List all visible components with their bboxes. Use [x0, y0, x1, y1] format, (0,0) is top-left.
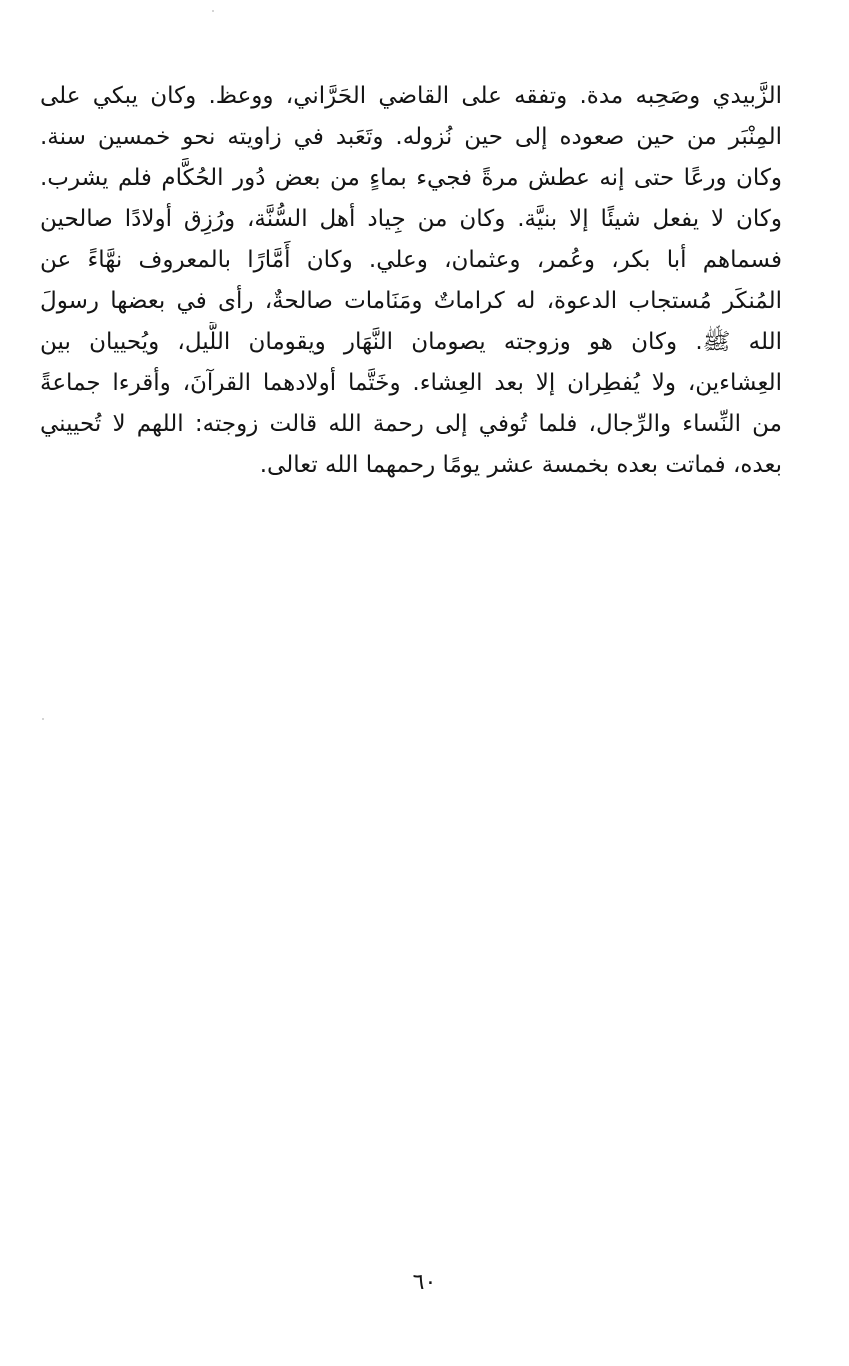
text-line: من النِّساء والرِّجال، فلما تُوفي إلى رحمة الله قالت زوجته: اللهم لا تُحييني	[40, 411, 782, 437]
text-line: وكان لا يفعل شيئًا إلا بنيَّة. وكان من جِياد أهل السُّنَّة، ورُزِق أولادًا صالحين	[40, 206, 782, 232]
text-line: فسماهم أبا بكر، وعُمر، وعثمان، وعلي. وكان أَمَّارًا بالمعروف نهَّاءً عن	[40, 247, 782, 273]
body-text	[40, 76, 782, 486]
text-line: بعده، فماتت بعده بخمسة عشر يومًا رحمهما الله تعالى.	[259, 452, 782, 478]
text-line: الزَّبيدي وصَحِبه مدة. وتفقه على القاضي الحَرَّاني، ووعظ. وكان يبكي على	[40, 83, 782, 109]
text-line: المِنْبَر من حين صعوده إلى حين نُزوله. وتَعَبد في زاويته نحو خمسين سنة.	[40, 124, 782, 150]
scan-speck	[212, 10, 214, 12]
text-line: العِشاءين، ولا يُفطِران إلا بعد العِشاء. وخَتَّما أولادهما القرآنَ، وأقرءا جماعةً	[40, 370, 782, 396]
text-line: المُنكَر مُستجاب الدعوة، له كراماتٌ ومَنَامات صالحةٌ، رأى في بعضها رسولَ	[40, 288, 782, 314]
page-number: ٦٠	[412, 1270, 437, 1295]
scan-speck	[42, 718, 44, 720]
text-line: الله ﷺ. وكان هو وزوجته يصومان النَّهَار ويقومان اللَّيل، ويُحييان بين	[40, 329, 782, 355]
text-line: وكان ورعًا حتى إنه عطش مرةً فجيء بماءٍ من بعض دُور الحُكَّام فلم يشرب.	[40, 165, 782, 191]
